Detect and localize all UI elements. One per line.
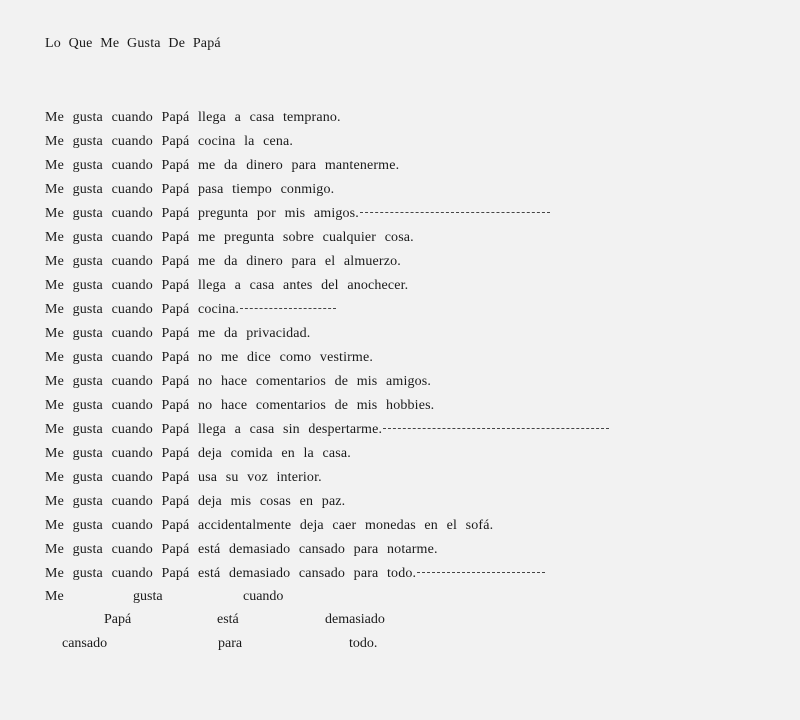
dashed-trail: [383, 428, 609, 429]
page-title: Lo Que Me Gusta De Papá: [45, 36, 221, 51]
scattered-word: cansado: [62, 636, 108, 651]
poem-line-text: Me gusta cuando Papá me da dinero para el almuerzo.: [45, 254, 401, 269]
poem-line: [45, 420, 785, 444]
poem-line: [45, 276, 785, 300]
poem-line: [45, 300, 785, 324]
scattered-word: está: [217, 612, 239, 627]
poem-line-text: Me gusta cuando Papá no me dice como vestirme.: [45, 350, 373, 365]
poem-line-text: Me gusta cuando Papá me da dinero para mantenerme.: [45, 158, 400, 173]
scattered-word: cuando: [243, 589, 284, 604]
poem-line-text: Me gusta cuando Papá usa su voz interior.: [45, 470, 322, 485]
poem-line-text: Me gusta cuando Papá cocina la cena.: [45, 134, 294, 149]
dashed-trail: [240, 308, 336, 309]
poem-line-text: Me gusta cuando Papá está demasiado cansado para notarme.: [45, 542, 438, 557]
poem-line-text: Me gusta cuando Papá llega a casa antes del anochecer.: [45, 278, 409, 293]
poem-line: [45, 372, 785, 396]
poem-line-text: Me gusta cuando Papá me pregunta sobre cualquier cosa.: [45, 230, 414, 245]
scattered-word: para: [218, 636, 243, 651]
scattered-word: demasiado: [325, 612, 385, 627]
poem-line: [45, 252, 785, 276]
poem-line: [45, 132, 785, 156]
poem-line: [45, 180, 785, 204]
poem-line: [45, 156, 785, 180]
poem-line-text: Me gusta cuando Papá me da privacidad.: [45, 326, 311, 341]
poem-line-text: Me gusta cuando Papá no hace comentarios de mis amigos.: [45, 374, 432, 389]
scattered-word: todo.: [349, 636, 378, 651]
poem-line: [45, 396, 785, 420]
dashed-trail: [360, 212, 550, 213]
scattered-word: Me: [45, 589, 64, 604]
poem-line-text: Me gusta cuando Papá cocina.: [45, 302, 240, 317]
poem-line-text: Me gusta cuando Papá deja mis cosas en paz.: [45, 494, 346, 509]
poem-line: [45, 468, 785, 492]
poem-line-text: Me gusta cuando Papá llega a casa sin despertarme.: [45, 422, 383, 437]
poem-line: [45, 564, 785, 588]
poem-line: [45, 108, 785, 132]
poem-line: [45, 228, 785, 252]
poem-line: [45, 516, 785, 540]
poem-line: [45, 348, 785, 372]
scattered-word: gusta: [133, 589, 163, 604]
poem-line-text: Me gusta cuando Papá está demasiado cansado para todo.: [45, 566, 417, 581]
poem-line-text: Me gusta cuando Papá deja comida en la casa.: [45, 446, 351, 461]
poem-line-text: Me gusta cuando Papá no hace comentarios de mis hobbies.: [45, 398, 435, 413]
poem-line: [45, 444, 785, 468]
poem-lines: [45, 108, 785, 588]
poem-line: [45, 540, 785, 564]
poem-line: [45, 492, 785, 516]
poem-line-text: Me gusta cuando Papá accidentalmente deja caer monedas en el sofá.: [45, 518, 494, 533]
poem-line: [45, 204, 785, 228]
scattered-word: Papá: [104, 612, 132, 627]
dashed-trail: [417, 572, 545, 573]
poem-line-text: Me gusta cuando Papá llega a casa temprano.: [45, 110, 341, 125]
poem-line-text: Me gusta cuando Papá pregunta por mis amigos.: [45, 206, 359, 221]
poem-line: [45, 324, 785, 348]
poem-line-text: Me gusta cuando Papá pasa tiempo conmigo.: [45, 182, 335, 197]
